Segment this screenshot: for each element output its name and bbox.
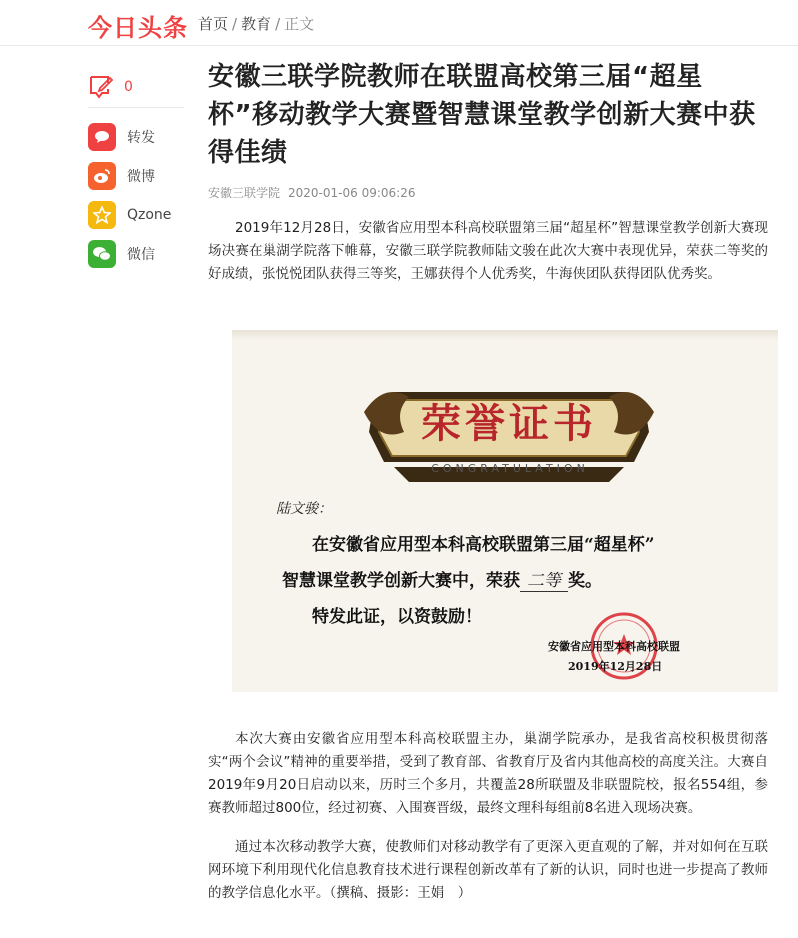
certificate-image — [232, 330, 778, 692]
share-wechat[interactable] — [88, 235, 184, 273]
article-source[interactable]: 安徽三联学院 — [208, 186, 281, 200]
certificate-title: 荣誉证书 — [421, 400, 597, 447]
share-weibo-label: 微博 — [127, 169, 155, 185]
share-qzone-label: Qzone — [127, 207, 172, 223]
article-time: 2020-01-06 09:06:26 — [288, 186, 416, 200]
article-meta — [208, 184, 768, 201]
article-body-lower — [208, 728, 768, 905]
breadcrumb-current: 正文 — [284, 15, 315, 33]
wechat-icon — [88, 240, 116, 268]
certificate-subtitle: CONGRATULATION — [431, 462, 589, 475]
breadcrumb-separator: / — [232, 15, 238, 33]
certificate-line-2-end: 奖。 — [568, 571, 602, 591]
comment-button[interactable] — [88, 74, 184, 108]
certificate-recipient: 陆文骏： — [276, 501, 332, 517]
comment-icon — [88, 74, 114, 100]
share-wechat-label: 微信 — [127, 247, 155, 263]
breadcrumb — [198, 13, 314, 34]
certificate-date: 2019年12月28日 — [568, 660, 663, 673]
certificate-award: 二等 — [520, 566, 568, 592]
certificate-line-3: 特发此证，以资鼓励！ — [312, 607, 482, 627]
article-paragraph: 通过本次移动教学大赛，使教师们对移动教学有了更深入更直观的了解，并对如何在互联网环境下利用现代化信息教育技术进行课程创新改革有了新的认识，同时也进一步提高了教师的教学信息化水平。（撰稿、摄影：王娟 ） — [208, 839, 768, 901]
comment-count: 0 — [124, 78, 133, 95]
share-qzone[interactable] — [88, 196, 184, 234]
share-repost-label: 转发 — [127, 130, 155, 146]
article-title: 安徽三联学院教师在联盟高校第三届“超星杯”移动教学大赛暨智慧课堂教学创新大赛中获得佳绩 — [208, 62, 756, 168]
article-paragraph: 2019年12月28日，安徽省应用型本科高校联盟第三届“超星杯”智慧课堂教学创新大赛现场决赛在巢湖学院落下帷幕，安徽三联学院教师陆文骏在此次大赛中表现优异，荣获二等奖的好成绩，张悦悦团队获得三等奖，王娜获得个人优秀奖，牛海侠团队获得团队优秀奖。 — [208, 220, 768, 282]
share-weibo[interactable] — [88, 157, 184, 195]
breadcrumb-separator: / — [275, 15, 281, 33]
weibo-icon — [88, 162, 116, 190]
breadcrumb-home[interactable]: 首页 — [198, 15, 229, 33]
certificate-line-1: 在安徽省应用型本科高校联盟第三届“超星杯” — [312, 535, 655, 555]
qzone-icon — [88, 201, 116, 229]
breadcrumb-education[interactable]: 教育 — [241, 15, 272, 33]
top-bar — [0, 0, 798, 46]
site-logo[interactable]: 今日头条 — [88, 14, 188, 42]
certificate-line-2-text: 智慧课堂教学创新大赛中，荣获 — [282, 571, 520, 591]
certificate-line-2 — [282, 566, 602, 592]
article — [208, 58, 768, 286]
certificate-issuer: 安徽省应用型本科高校联盟 — [548, 640, 680, 653]
article-paragraph: 本次大赛由安徽省应用型本科高校联盟主办，巢湖学院承办，是我省高校积极贯彻落实“两个会议”精神的重要举措，受到了教育部、省教育厅及省内其他高校的高度关注。大赛自2019年9月20日启动以来，历时三个多月，共覆盖28所联盟及非联盟院校，报名554组，参赛教师超过800位，经过初赛、入围赛晋级，最终文理科每组前8名进入现场决赛。 — [208, 731, 768, 816]
repost-icon — [88, 123, 116, 151]
share-repost[interactable] — [88, 118, 184, 156]
share-sidebar — [88, 74, 184, 274]
